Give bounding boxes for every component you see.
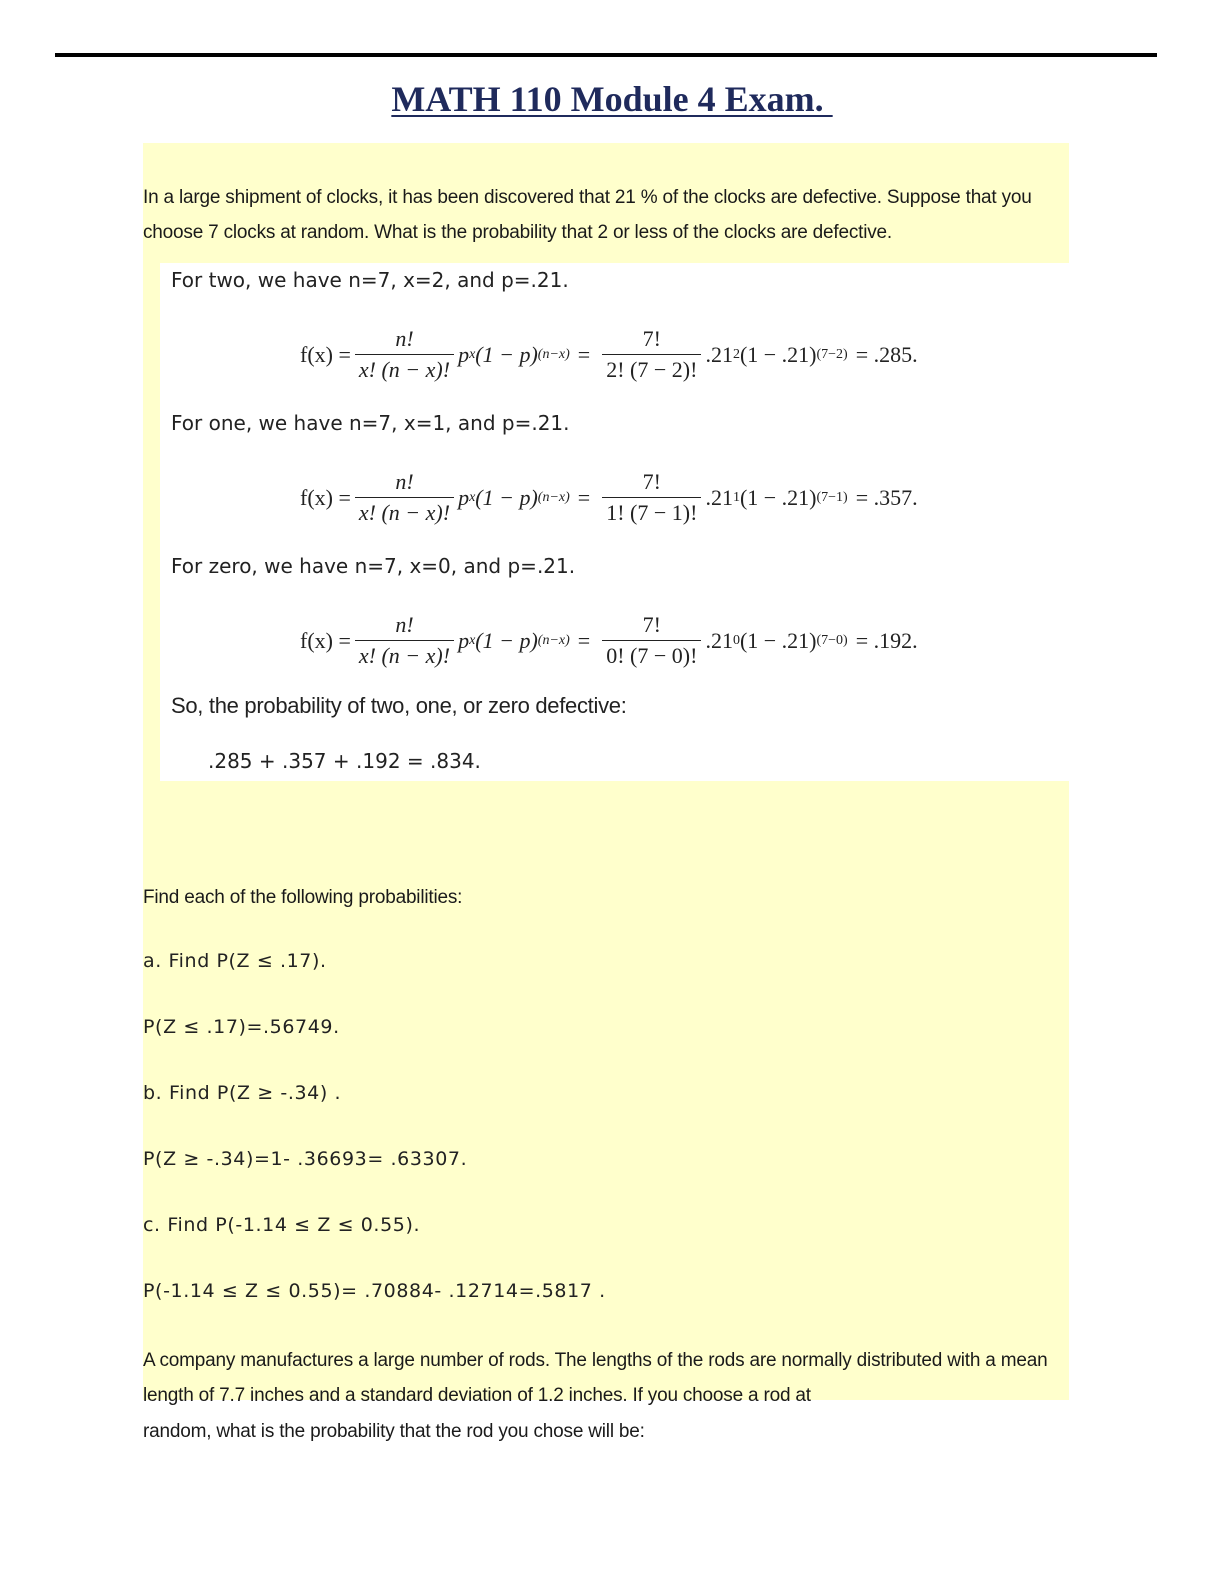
exp-value-2: (7−2) [816, 346, 848, 362]
exp-nx: (n−x) [537, 346, 570, 362]
result: = .285. [855, 341, 918, 367]
exp-value: 2 [732, 346, 740, 362]
specific-fraction [602, 326, 701, 383]
one-minus-p-value: (1 − .21) [739, 484, 817, 510]
question1-prompt: In a large shipment of clocks, it has been discovered that 21 % of the clocks are defective. Suppose that you choose 7 clocks at random. What is the probability that 2 or less of the clocks are defective. [143, 187, 1032, 243]
frac-num: 7! [642, 326, 661, 351]
p-value: .21 [705, 484, 733, 510]
exp-nx: (n−x) [537, 489, 570, 505]
exp-value-2: (7−1) [816, 489, 848, 505]
summary-equation: .285 + .357 + .192 = .834. [208, 749, 481, 773]
part-b-question: b. Find P(Z ≥ -.34) . [143, 1082, 342, 1104]
summary-label: So, the probability of two, one, or zero defective: [171, 693, 627, 718]
equation-two [300, 326, 918, 383]
page-title [0, 78, 1224, 120]
case-label-zero: For zero, we have n=7, x=0, and p=.21. [171, 554, 576, 578]
frac-num: 7! [642, 612, 661, 637]
equals: = [577, 484, 591, 510]
question2-prompt: Find each of the following probabilities: [143, 887, 463, 908]
p-term: p [458, 484, 470, 510]
part-a-question: a. Find P(Z ≤ .17). [143, 950, 327, 972]
case-label-one: For one, we have n=7, x=1, and p=.21. [171, 411, 570, 435]
result: = .192. [855, 627, 918, 653]
case-label-two: For two, we have n=7, x=2, and p=.21. [171, 268, 569, 292]
specific-fraction [602, 469, 701, 526]
p-term: p [458, 341, 470, 367]
header-rule [55, 53, 1157, 57]
part-c-answer: P(-1.14 ≤ Z ≤ 0.55)= .70884- .12714=.5817 . [143, 1280, 606, 1302]
one-minus-p: (1 − p) [475, 484, 538, 510]
exp-x: x [469, 489, 476, 505]
equals: = [577, 341, 591, 367]
part-b-answer: P(Z ≥ -.34)=1- .36693= .63307. [143, 1148, 468, 1170]
frac-den: 1! (7 − 1)! [602, 497, 701, 526]
eq-lhs: f(x) = [300, 341, 351, 367]
one-minus-p-value: (1 − .21) [739, 341, 817, 367]
p-value: .21 [705, 627, 733, 653]
frac-den: 2! (7 − 2)! [602, 354, 701, 383]
exp-value: 0 [732, 632, 740, 648]
frac-den: x! (n − x)! [355, 640, 454, 669]
frac-num: n! [395, 326, 414, 351]
question3-prompt-tail: random, what is the probability that the rod you chose will be: [143, 1421, 645, 1442]
frac-den: x! (n − x)! [355, 354, 454, 383]
equals: = [577, 627, 591, 653]
question3-prompt: A company manufactures a large number of rods. The lengths of the rods are normally distributed with a mean length of 7.7 inches and a standard deviation of 1.2 inches. If you choose a rod at [143, 1350, 1048, 1406]
frac-num: n! [395, 612, 414, 637]
specific-fraction [602, 612, 701, 669]
eq-lhs: f(x) = [300, 484, 351, 510]
p-value: .21 [705, 341, 733, 367]
frac-den: x! (n − x)! [355, 497, 454, 526]
eq-lhs: f(x) = [300, 627, 351, 653]
equation-zero [300, 612, 918, 669]
one-minus-p: (1 − p) [475, 341, 538, 367]
exp-value: 1 [732, 489, 740, 505]
p-term: p [458, 627, 470, 653]
frac-den: 0! (7 − 0)! [602, 640, 701, 669]
general-fraction [355, 469, 454, 526]
general-fraction [355, 326, 454, 383]
one-minus-p-value: (1 − .21) [739, 627, 817, 653]
part-a-answer: P(Z ≤ .17)=.56749. [143, 1016, 340, 1038]
frac-num: n! [395, 469, 414, 494]
title-text: MATH 110 Module 4 Exam. [391, 79, 833, 119]
exp-x: x [469, 632, 476, 648]
exp-x: x [469, 346, 476, 362]
frac-num: 7! [642, 469, 661, 494]
part-c-question: c. Find P(-1.14 ≤ Z ≤ 0.55). [143, 1214, 421, 1236]
equation-one [300, 469, 918, 526]
general-fraction [355, 612, 454, 669]
exp-nx: (n−x) [537, 632, 570, 648]
result: = .357. [855, 484, 918, 510]
exp-value-2: (7−0) [816, 632, 848, 648]
one-minus-p: (1 − p) [475, 627, 538, 653]
